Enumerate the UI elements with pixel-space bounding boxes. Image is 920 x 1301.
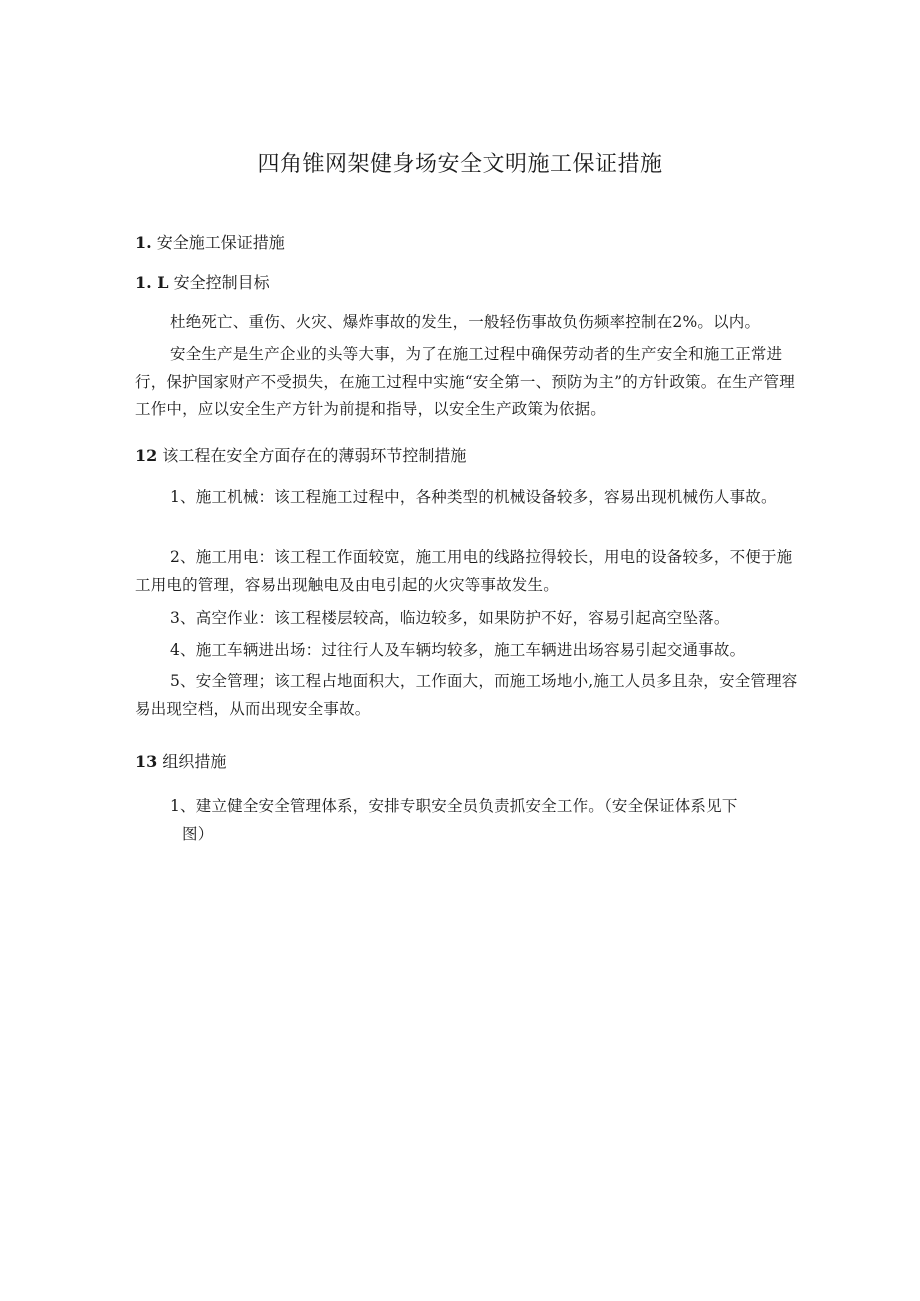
page-title: 四角锥网架健身场安全文明施工保证措施: [257, 152, 663, 177]
section-heading-text: 组织措施: [162, 752, 227, 771]
list-item-safety-management: 5、安全管理；该工程占地面积大，工作面大，而施工场地小,施工人员多且杂，安全管理容易出现空档，从而出现安全事故。: [135, 672, 798, 718]
list-item-vehicles: 4、施工车辆进出场：过往行人及车辆均较多，施工车辆进出场容易引起交通事故。: [170, 641, 746, 659]
section-heading-text: 安全控制目标: [173, 273, 270, 292]
paragraph-safety-policy: 安全生产是生产企业的头等大事，为了在施工过程中确保劳动者的生产安全和施工正常进行，保护国家财产不受损失，在施工过程中实施“安全第一、预防为主”的方针政策。在生产管理工作中，应以安全生产方针为前提和指导，以安全生产政策为依据。: [135, 345, 795, 418]
section-heading-text: 安全施工保证措施: [156, 233, 285, 252]
section-number: 13: [135, 752, 158, 771]
list-item-height-work: 3、高空作业：该工程楼层较高，临边较多，如果防护不好，容易引起高空坠落。: [170, 609, 730, 627]
section-heading-1-1: [135, 270, 270, 293]
list-item-text: 1、建立健全安全管理体系，安排专职安全员负责抓安全工作。（安全保证体系见下: [170, 797, 738, 815]
section-heading-text: 该工程在安全方面存在的薄弱环节控制措施: [162, 446, 467, 465]
section-heading-1-2: [135, 443, 466, 466]
section-number: 12: [135, 446, 158, 465]
section-number: 1.: [135, 233, 152, 252]
list-item-safety-system: [170, 793, 795, 848]
paragraph-safety-goal: 杜绝死亡、重伤、火灾、爆炸事故的发生，一般轻伤事故负伤频率控制在2%。以内。: [170, 313, 761, 331]
section-number: 1. L: [135, 273, 169, 292]
section-heading-1: [135, 230, 285, 253]
list-item-electricity: 2、施工用电：该工程工作面较宽，施工用电的线路拉得较长，用电的设备较多，不便于施工用电的管理，容易出现触电及由电引起的火灾等事故发生。: [135, 548, 793, 594]
section-heading-1-3: [135, 749, 226, 772]
list-item-machinery: 1、施工机械：该工程施工过程中，各种类型的机械设备较多，容易出现机械伤人事故。: [170, 488, 777, 506]
list-item-continuation: 图）: [182, 824, 214, 843]
